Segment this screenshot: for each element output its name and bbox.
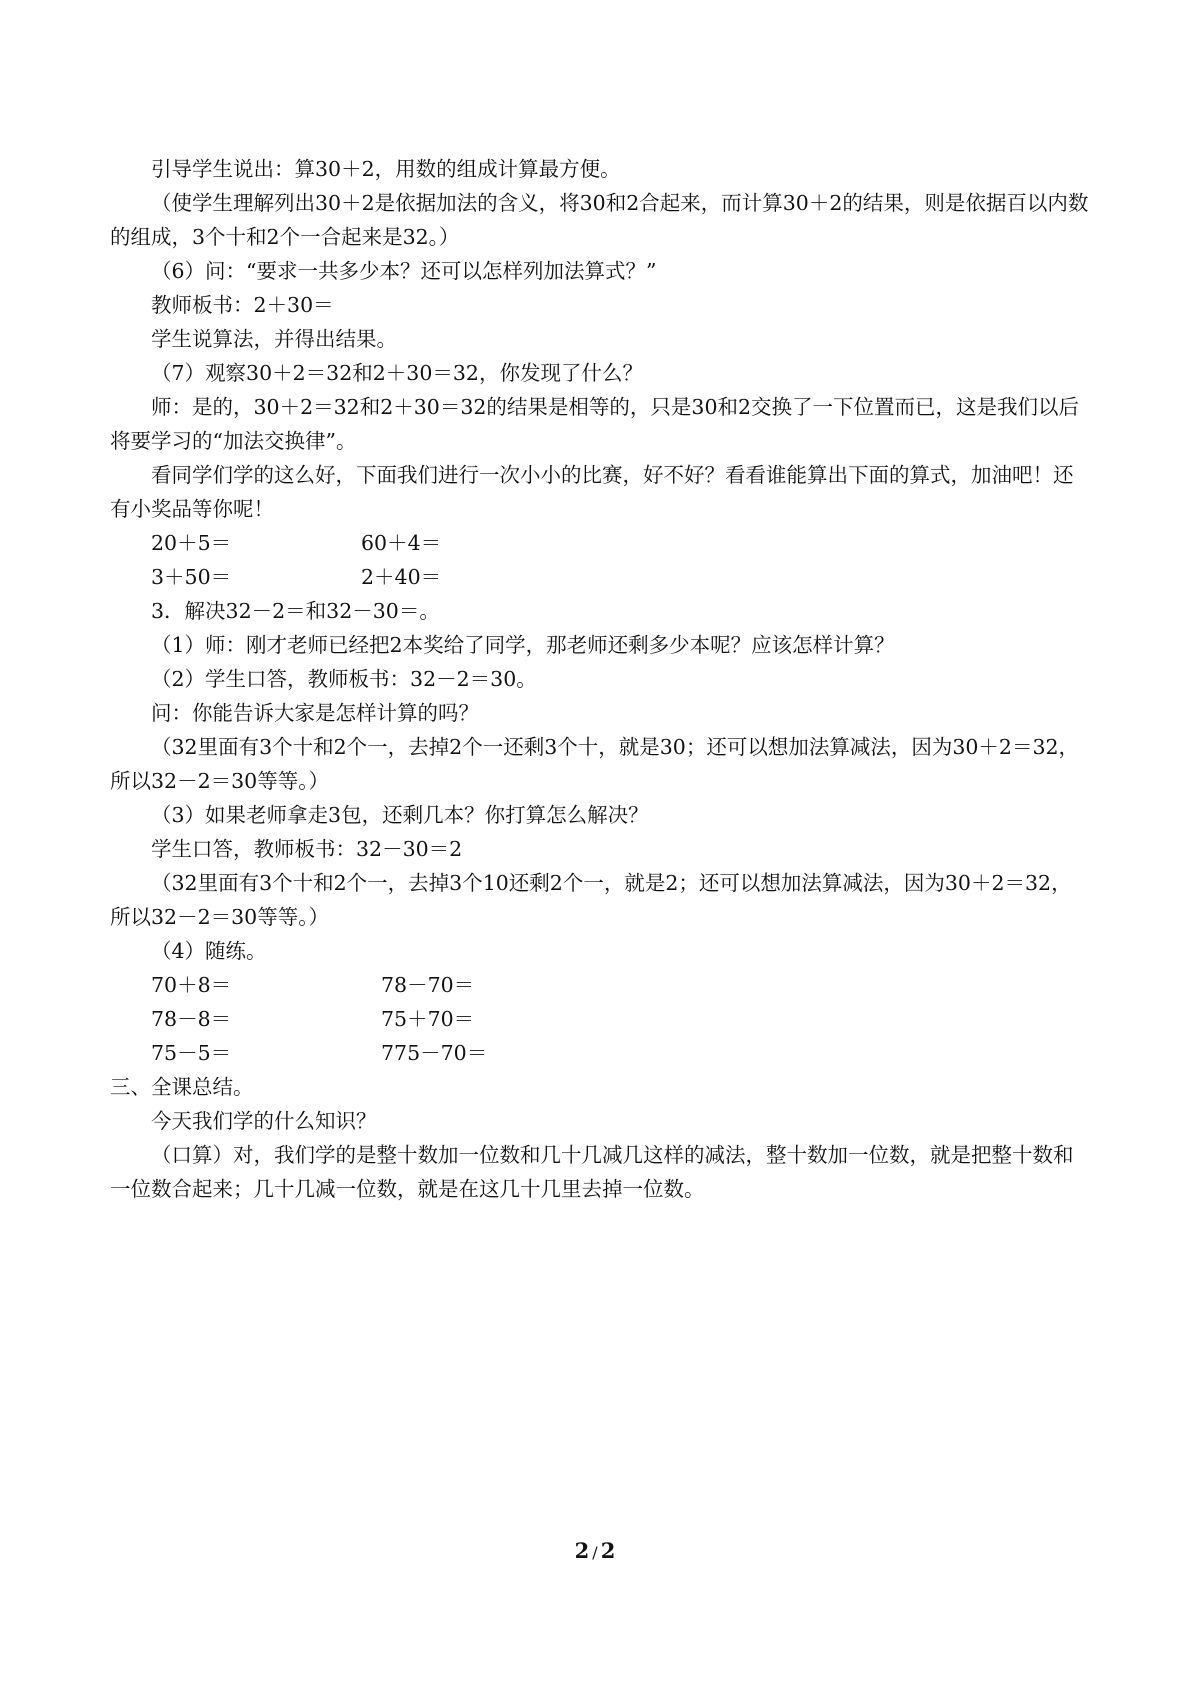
paragraph: 问：你能告诉大家是怎样计算的吗？	[151, 701, 479, 725]
exercise-item: 75－5＝	[151, 1041, 232, 1065]
page-separator: /	[592, 1543, 599, 1562]
exercise-item: 78－70＝	[381, 973, 475, 997]
exercise-item: 20＋5＝	[151, 531, 232, 555]
paragraph: （32里面有3个十和2个一，去掉2个一还剩3个十，就是30；还可以想加法算减法，因为30＋2＝32，所以32－2＝30等等。）	[110, 735, 1080, 793]
paragraph: 引导学生说出：算30＋2，用数的组成计算最方便。	[151, 157, 621, 181]
section-heading: 三、全课总结。	[110, 1075, 254, 1099]
lesson-body	[110, 152, 1090, 1206]
exercise-item: 3＋50＝	[151, 565, 232, 589]
paragraph: （6）问：“要求一共多少本？还可以怎样列加法算式？”	[151, 259, 657, 283]
paragraph: （1）师：刚才老师已经把2本奖给了同学，那老师还剩多少本呢？应该怎样计算？	[151, 633, 895, 657]
exercise-item: 70＋8＝	[151, 973, 232, 997]
paragraph: 学生口答，教师板书：32－30＝2	[151, 837, 463, 861]
total-pages: 2	[600, 1538, 617, 1563]
exercise-item: 78－8＝	[151, 1007, 232, 1031]
paragraph: （32里面有3个十和2个一，去掉3个10还剩2个一，就是2；还可以想加法算减法，因为30＋2＝32，所以32－2＝30等等。）	[110, 871, 1072, 929]
paragraph: 教师板书：2＋30＝	[151, 293, 334, 317]
paragraph: 今天我们学的什么知识？	[151, 1109, 377, 1133]
exercise-item: 775－70＝	[381, 1041, 488, 1065]
exercise-row	[110, 1002, 1090, 1036]
paragraph: 3．解决32－2＝和32－30＝。	[151, 599, 440, 623]
paragraph: 师：是的，30＋2＝32和2＋30＝32的结果是相等的，只是30和2交换了一下位置而已，这是我们以后将要学习的“加法交换律”。	[110, 395, 1080, 453]
paragraph: （口算）对，我们学的是整十数加一位数和几十几减几这样的减法，整十数加一位数，就是把整十数和一位数合起来；几十几减一位数，就是在这几十几里去掉一位数。	[110, 1143, 1074, 1201]
paragraph: （使学生理解列出30＋2是依据加法的含义，将30和2合起来，而计算30＋2的结果，则是依据百以内数的组成，3个十和2个一合起来是32。）	[110, 191, 1089, 249]
paragraph: （7）观察30＋2＝32和2＋30＝32，你发现了什么？	[151, 361, 643, 385]
paragraph: （3）如果老师拿走3包，还剩几本？你打算怎么解决？	[151, 803, 649, 827]
page-number	[0, 1538, 1191, 1563]
exercise-item: 60＋4＝	[361, 531, 442, 555]
current-page: 2	[574, 1538, 591, 1563]
paragraph: 看同学们学的这么好，下面我们进行一次小小的比赛，好不好？看看谁能算出下面的算式，加油吧！还有小奖品等你呢！	[110, 463, 1074, 521]
paragraph: （2）学生口答，教师板书：32－2＝30。	[151, 667, 537, 691]
exercise-item: 2＋40＝	[361, 565, 442, 589]
paragraph: 学生说算法，并得出结果。	[151, 327, 397, 351]
exercise-item: 75＋70＝	[381, 1007, 475, 1031]
exercise-row	[110, 968, 1090, 1002]
paragraph: （4）随练。	[151, 939, 267, 963]
exercise-row	[110, 1036, 1090, 1070]
exercise-row	[110, 560, 1090, 594]
exercise-row	[110, 526, 1090, 560]
